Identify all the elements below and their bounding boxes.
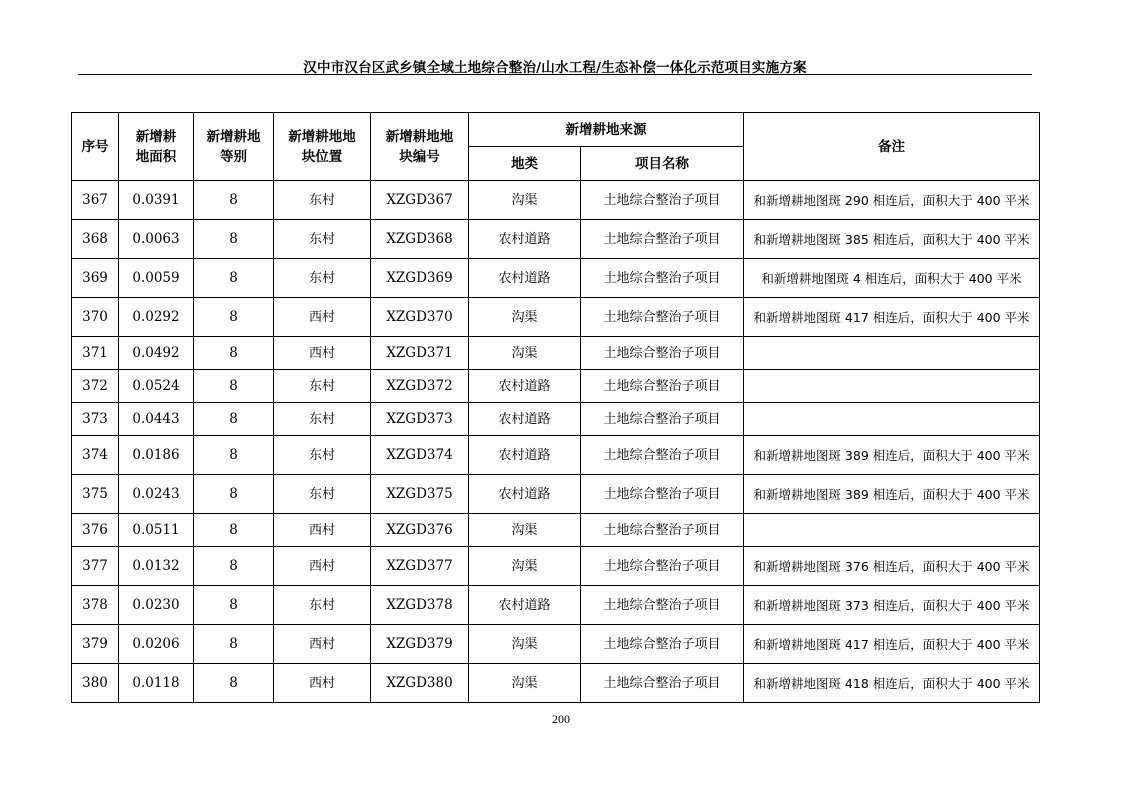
header-area-label: 新增耕 地面积: [135, 128, 177, 165]
project-name-cell: 土地综合整治子项目: [581, 664, 744, 703]
location-cell: 西村: [274, 664, 371, 703]
project-name-cell: 土地综合整治子项目: [581, 403, 744, 436]
header-location: [274, 113, 371, 181]
code-cell: XZGD379: [371, 625, 469, 664]
grade-cell: 8: [194, 436, 274, 475]
area-cell: 0.0524: [119, 370, 194, 403]
seq-cell: 372: [72, 370, 119, 403]
farmland-table: [71, 112, 1040, 703]
seq-cell: 368: [72, 220, 119, 259]
project-name-cell: 土地综合整治子项目: [581, 298, 744, 337]
land-type-cell: 农村道路: [469, 436, 581, 475]
seq-cell: 370: [72, 298, 119, 337]
grade-cell: 8: [194, 337, 274, 370]
land-type-cell: 农村道路: [469, 403, 581, 436]
note-cell: 和新增耕地图斑 389 相连后，面积大于 400 平米: [744, 436, 1040, 475]
seq-cell: 374: [72, 436, 119, 475]
note-cell: 和新增耕地图斑 417 相连后，面积大于 400 平米: [744, 625, 1040, 664]
seq-cell: 377: [72, 547, 119, 586]
code-cell: XZGD370: [371, 298, 469, 337]
land-type-cell: 农村道路: [469, 586, 581, 625]
grade-cell: 8: [194, 625, 274, 664]
note-cell: 和新增耕地图斑 290 相连后，面积大于 400 平米: [744, 181, 1040, 220]
code-cell: XZGD378: [371, 586, 469, 625]
grade-cell: 8: [194, 547, 274, 586]
note-cell: [744, 403, 1040, 436]
code-cell: XZGD368: [371, 220, 469, 259]
grade-cell: 8: [194, 403, 274, 436]
note-cell: [744, 337, 1040, 370]
location-cell: 西村: [274, 625, 371, 664]
area-cell: 0.0132: [119, 547, 194, 586]
area-cell: 0.0230: [119, 586, 194, 625]
seq-cell: 373: [72, 403, 119, 436]
table-row: [72, 181, 1040, 220]
note-cell: 和新增耕地图斑 385 相连后，面积大于 400 平米: [744, 220, 1040, 259]
seq-cell: 376: [72, 514, 119, 547]
grade-cell: 8: [194, 259, 274, 298]
land-type-cell: 农村道路: [469, 370, 581, 403]
code-cell: XZGD374: [371, 436, 469, 475]
table-row: [72, 259, 1040, 298]
seq-cell: 379: [72, 625, 119, 664]
area-cell: 0.0511: [119, 514, 194, 547]
code-cell: XZGD371: [371, 337, 469, 370]
grade-cell: 8: [194, 181, 274, 220]
land-type-cell: 沟渠: [469, 181, 581, 220]
note-cell: 和新增耕地图斑 373 相连后，面积大于 400 平米: [744, 586, 1040, 625]
seq-cell: 371: [72, 337, 119, 370]
project-name-cell: 土地综合整治子项目: [581, 337, 744, 370]
table-row: [72, 298, 1040, 337]
note-cell: 和新增耕地图斑 417 相连后，面积大于 400 平米: [744, 298, 1040, 337]
seq-cell: 378: [72, 586, 119, 625]
location-cell: 西村: [274, 298, 371, 337]
table-row: [72, 586, 1040, 625]
land-type-cell: 农村道路: [469, 220, 581, 259]
location-cell: 西村: [274, 514, 371, 547]
project-name-cell: 土地综合整治子项目: [581, 547, 744, 586]
header-divider: [78, 74, 1032, 75]
land-type-cell: 沟渠: [469, 514, 581, 547]
note-cell: [744, 370, 1040, 403]
area-cell: 0.0118: [119, 664, 194, 703]
area-cell: 0.0206: [119, 625, 194, 664]
grade-cell: 8: [194, 664, 274, 703]
land-type-cell: 沟渠: [469, 337, 581, 370]
location-cell: 西村: [274, 337, 371, 370]
project-name-cell: 土地综合整治子项目: [581, 220, 744, 259]
code-cell: XZGD376: [371, 514, 469, 547]
location-cell: 东村: [274, 475, 371, 514]
header-code: [371, 113, 469, 181]
location-cell: 东村: [274, 259, 371, 298]
location-cell: 东村: [274, 436, 371, 475]
area-cell: 0.0292: [119, 298, 194, 337]
location-cell: 东村: [274, 370, 371, 403]
land-type-cell: 沟渠: [469, 547, 581, 586]
project-name-cell: 土地综合整治子项目: [581, 475, 744, 514]
land-type-cell: 沟渠: [469, 625, 581, 664]
area-cell: 0.0492: [119, 337, 194, 370]
location-cell: 东村: [274, 220, 371, 259]
land-type-cell: 农村道路: [469, 475, 581, 514]
table-body: [72, 181, 1040, 703]
note-cell: 和新增耕地图斑 376 相连后，面积大于 400 平米: [744, 547, 1040, 586]
table-row: [72, 370, 1040, 403]
location-cell: 西村: [274, 547, 371, 586]
code-cell: XZGD375: [371, 475, 469, 514]
table-row: [72, 436, 1040, 475]
code-cell: XZGD367: [371, 181, 469, 220]
code-cell: XZGD380: [371, 664, 469, 703]
project-name-cell: 土地综合整治子项目: [581, 625, 744, 664]
grade-cell: 8: [194, 298, 274, 337]
page-number: 200: [552, 712, 570, 726]
header-area: [119, 113, 194, 181]
table-row: [72, 475, 1040, 514]
code-cell: XZGD377: [371, 547, 469, 586]
header-location-label: 新增耕地地 块位置: [288, 128, 356, 165]
area-cell: 0.0063: [119, 220, 194, 259]
project-name-cell: 土地综合整治子项目: [581, 436, 744, 475]
grade-cell: 8: [194, 370, 274, 403]
code-cell: XZGD372: [371, 370, 469, 403]
header-source-group: 新增耕地来源: [469, 113, 744, 147]
header-code-label: 新增耕地地 块编号: [385, 128, 454, 165]
code-cell: XZGD373: [371, 403, 469, 436]
table-row: [72, 514, 1040, 547]
land-type-cell: 沟渠: [469, 664, 581, 703]
location-cell: 东村: [274, 586, 371, 625]
table-row: [72, 625, 1040, 664]
area-cell: 0.0059: [119, 259, 194, 298]
note-cell: 和新增耕地图斑 4 相连后，面积大于 400 平米: [744, 259, 1040, 298]
header-seq: 序号: [72, 113, 119, 181]
land-type-cell: 沟渠: [469, 298, 581, 337]
seq-cell: 369: [72, 259, 119, 298]
note-cell: 和新增耕地图斑 389 相连后，面积大于 400 平米: [744, 475, 1040, 514]
grade-cell: 8: [194, 475, 274, 514]
area-cell: 0.0391: [119, 181, 194, 220]
location-cell: 东村: [274, 403, 371, 436]
project-name-cell: 土地综合整治子项目: [581, 259, 744, 298]
note-cell: 和新增耕地图斑 418 相连后，面积大于 400 平米: [744, 664, 1040, 703]
table-row: [72, 664, 1040, 703]
project-name-cell: 土地综合整治子项目: [581, 586, 744, 625]
page-title: 汉中市汉台区武乡镇全域土地综合整治/山水工程/生态补偿一体化示范项目实施方案: [303, 60, 807, 76]
project-name-cell: 土地综合整治子项目: [581, 514, 744, 547]
area-cell: 0.0243: [119, 475, 194, 514]
header-grade: [194, 113, 274, 181]
header-project-name: 项目名称: [581, 147, 744, 181]
table-row: [72, 220, 1040, 259]
grade-cell: 8: [194, 586, 274, 625]
seq-cell: 380: [72, 664, 119, 703]
project-name-cell: 土地综合整治子项目: [581, 370, 744, 403]
grade-cell: 8: [194, 220, 274, 259]
header-grade-label: 新增耕地 等别: [206, 128, 261, 165]
grade-cell: 8: [194, 514, 274, 547]
header-land-type: 地类: [469, 147, 581, 181]
location-cell: 东村: [274, 181, 371, 220]
area-cell: 0.0186: [119, 436, 194, 475]
table-row: [72, 337, 1040, 370]
seq-cell: 375: [72, 475, 119, 514]
code-cell: XZGD369: [371, 259, 469, 298]
project-name-cell: 土地综合整治子项目: [581, 181, 744, 220]
table-row: [72, 403, 1040, 436]
table-row: [72, 547, 1040, 586]
area-cell: 0.0443: [119, 403, 194, 436]
header-note: 备注: [744, 113, 1040, 181]
note-cell: [744, 514, 1040, 547]
land-type-cell: 农村道路: [469, 259, 581, 298]
seq-cell: 367: [72, 181, 119, 220]
